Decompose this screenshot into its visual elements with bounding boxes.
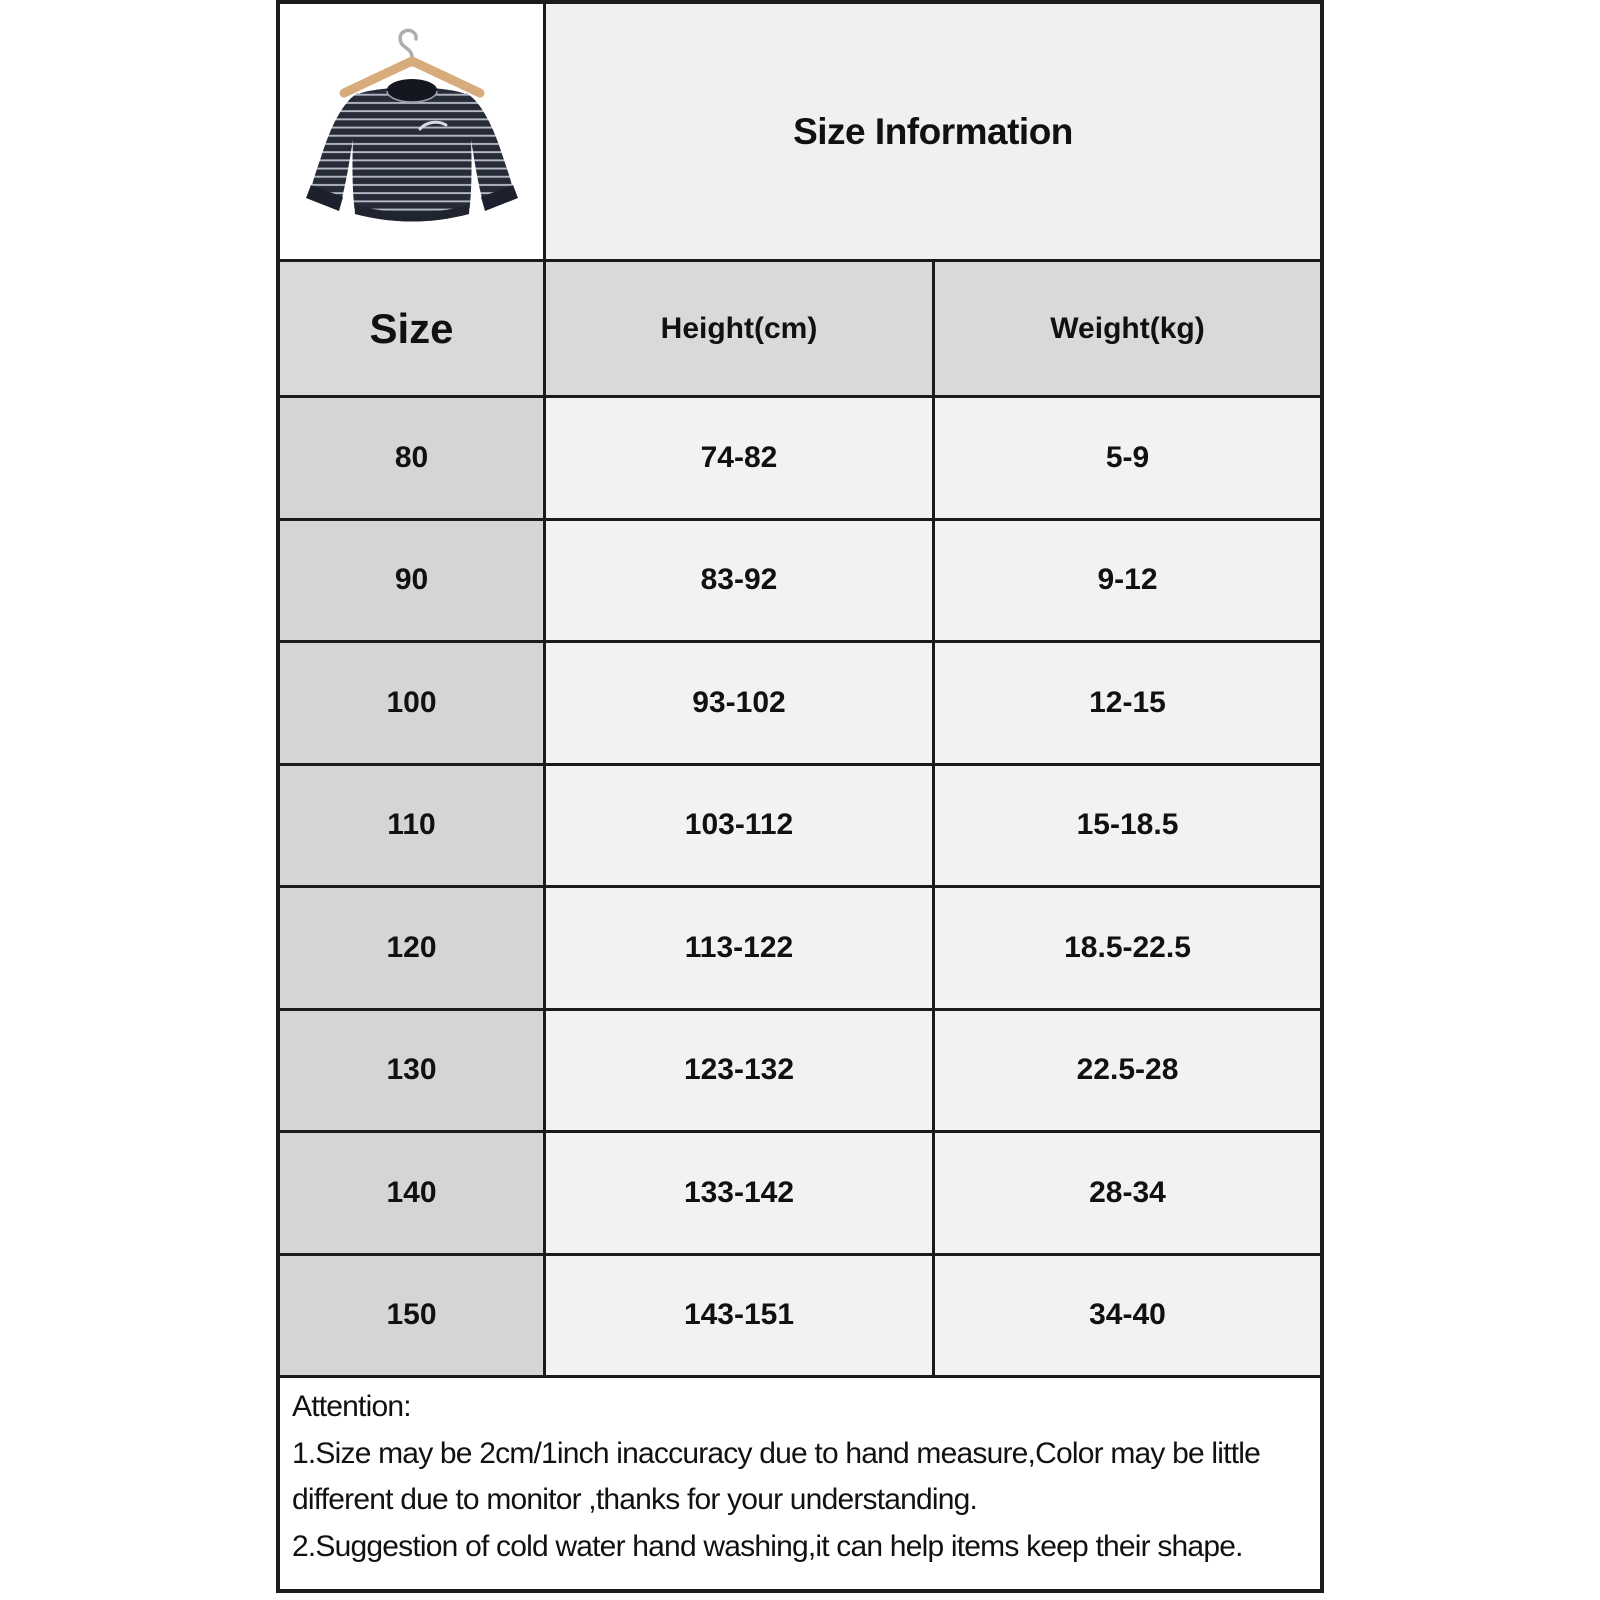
size-cell: 130: [280, 1011, 543, 1131]
height-cell: 123-132: [546, 1011, 932, 1131]
attention-heading: Attention:: [292, 1390, 411, 1423]
shirt-body: [352, 87, 471, 221]
weight-cell: 28-34: [935, 1133, 1320, 1253]
weight-cell: 34-40: [935, 1256, 1320, 1376]
size-cell: 100: [280, 643, 543, 763]
attention-note-1: 1.Size may be 2cm/1inch inaccuracy due to hand measure,Color may be little different due to monitor ,thanks for your understanding.: [292, 1436, 1260, 1516]
shirt-collar: [387, 79, 437, 101]
size-cell: 140: [280, 1133, 543, 1253]
height-cell: 113-122: [546, 888, 932, 1008]
column-header-height: Height(cm): [546, 262, 932, 395]
size-cell: 80: [280, 398, 543, 518]
height-cell: 133-142: [546, 1133, 932, 1253]
height-cell: 103-112: [546, 766, 932, 886]
height-cell: 143-151: [546, 1256, 932, 1376]
product-image-cell: [280, 4, 543, 259]
weight-cell: 12-15: [935, 643, 1320, 763]
product-image: [292, 17, 532, 247]
weight-cell: 18.5-22.5: [935, 888, 1320, 1008]
column-header-size: Size: [280, 262, 543, 395]
attention-section: [280, 1378, 1320, 1589]
height-cell: 74-82: [546, 398, 932, 518]
height-cell: 83-92: [546, 521, 932, 641]
attention-note-2: 2.Suggestion of cold water hand washing,it can help items keep their shape.: [292, 1529, 1243, 1563]
height-cell: 93-102: [546, 643, 932, 763]
size-cell: 110: [280, 766, 543, 886]
weight-cell: 15-18.5: [935, 766, 1320, 886]
size-cell: 120: [280, 888, 543, 1008]
weight-cell: 5-9: [935, 398, 1320, 518]
shirt-sleeve-right: [466, 93, 512, 198]
weight-cell: 22.5-28: [935, 1011, 1320, 1131]
column-header-weight: Weight(kg): [935, 262, 1320, 395]
shirt-sleeve-left: [312, 93, 358, 198]
size-chart-table: [276, 0, 1324, 1593]
size-cell: 150: [280, 1256, 543, 1376]
page-title: Size Information: [546, 4, 1320, 259]
size-cell: 90: [280, 521, 543, 641]
weight-cell: 9-12: [935, 521, 1320, 641]
